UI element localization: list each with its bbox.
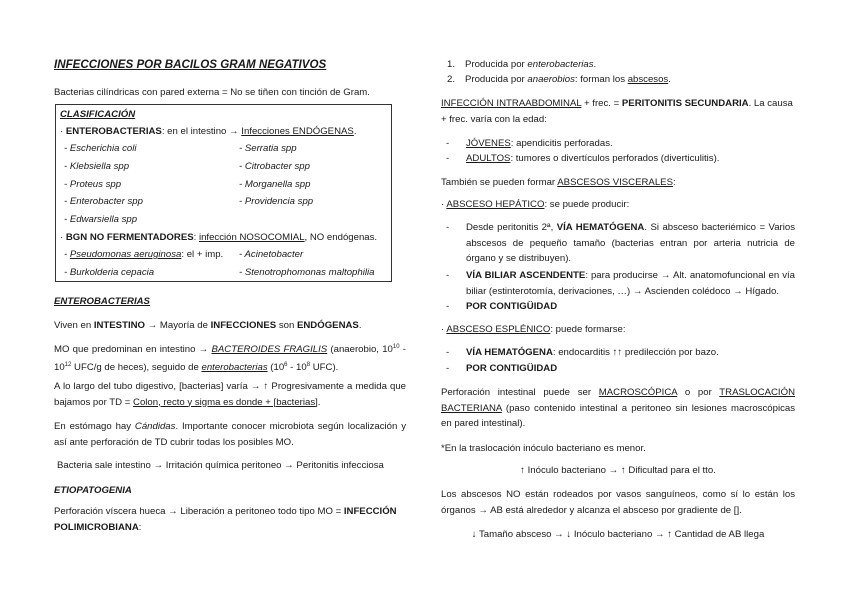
esp-item-hematogena	[446, 347, 719, 359]
paragraph-bacteria-sale: Bacteria sale intestino → Irritación química peritoneo → Peritonitis infecciosa	[57, 460, 384, 471]
candidas: Cándidas	[134, 421, 176, 432]
paragraph-perforacion-intestinal	[441, 385, 795, 432]
sup: 8	[306, 361, 311, 368]
inoculo-dificultad: ↑ Inóculo bacteriano → ↑ Dificultad para el tto.	[520, 465, 716, 476]
bgn-suffix: , NO endógenas.	[304, 232, 378, 243]
enterobacterias-label: ENTEROBACTERIAS	[65, 126, 162, 137]
bullet: ·	[60, 232, 66, 243]
text: . La causa + frec. varía con la edad:	[441, 98, 793, 125]
dash: -	[446, 301, 450, 312]
text: UFC).	[310, 361, 339, 373]
text: Producida por	[465, 59, 528, 70]
absceso-esplenico-line	[441, 324, 626, 336]
text: UFC/g de heces), seguido de	[71, 361, 202, 373]
species-citrobacter: - Citrobacter spp	[239, 161, 310, 172]
via-hematogena: VÍA HEMATÓGENA	[556, 222, 645, 233]
text: Producida por	[465, 74, 528, 85]
sup: 12	[64, 361, 72, 368]
dash: -	[64, 249, 70, 260]
text: . Importante conocer microbiota según localización y así ante perforación de TD cubrir todas los posibles MO.	[54, 421, 406, 448]
text: MO que predominan en intestino →	[54, 344, 212, 356]
absceso-hepatico-line	[441, 199, 629, 211]
species-serratia: - Serratia spp	[239, 143, 297, 154]
dash: -	[446, 153, 450, 164]
text: : apendicitis perforadas.	[510, 138, 613, 149]
text: : se puede producir:	[544, 199, 630, 210]
classification-heading: CLASIFICACIÓN	[60, 109, 136, 120]
bacteroides-fragilis: BACTEROIDES FRAGILIS	[211, 344, 328, 356]
paragraph-perforacion-viscera	[54, 504, 406, 535]
list-number: 1.	[447, 59, 456, 70]
text: son	[276, 320, 297, 331]
etiopatogenia-title: ETIOPATOGENIA	[54, 485, 132, 496]
jovenes: JÓVENES	[466, 138, 511, 149]
page-title: INFECCIONES POR BACILOS GRAM NEGATIVOS	[54, 58, 327, 71]
sup: 10	[392, 344, 400, 350]
hep-item-biliar	[466, 268, 795, 299]
text: También se pueden formar	[441, 177, 558, 188]
text: : tumores o divertículos perforados (diverticulitis).	[510, 153, 720, 164]
peritonitis-secundaria: PERITONITIS SECUNDARIA	[621, 98, 749, 109]
dash: -	[446, 222, 450, 233]
text: + frec. =	[581, 98, 622, 109]
list-item-1	[447, 59, 596, 71]
abscesos-viscerales-line	[441, 177, 676, 189]
text: → Mayoría de	[145, 320, 211, 331]
colon: :	[193, 232, 199, 243]
species-acinetobacter: - Acinetobacter	[239, 249, 304, 260]
species-klebsiella: - Klebsiella spp	[64, 161, 130, 172]
text: : puede formarse:	[550, 324, 626, 335]
list-number: 2.	[447, 74, 456, 85]
intestino: INTESTINO	[93, 320, 145, 331]
bullet: ·	[441, 324, 447, 335]
enterobacterias-link: enterobacterias	[201, 361, 268, 373]
paragraph-tubo-digestivo	[54, 379, 406, 410]
absceso-hepatico: ABSCESO HEPÁTICO	[446, 199, 545, 210]
text: (10	[267, 361, 285, 373]
infeccion-nosocomial: infección NOSOCOMIAL	[198, 232, 305, 243]
text: - 10	[287, 361, 307, 373]
text: o por	[677, 387, 720, 398]
paragraph-estomago	[54, 419, 406, 450]
age-adultos	[446, 153, 719, 165]
abscesos-viscerales: ABSCESOS VISCERALES	[557, 177, 673, 188]
text: .	[317, 396, 321, 408]
species-pseudomonas	[64, 249, 223, 261]
species-providencia: - Providencia spp	[239, 196, 314, 207]
bullet: ·	[441, 199, 447, 210]
text: :	[138, 521, 142, 533]
infeccion-intraabdominal: INFECCIÓN INTRAABDOMINAL	[441, 98, 582, 109]
text: Perforación víscera hueca → Liberación a peritoneo todo tipo MO =	[54, 506, 344, 517]
dash: -	[446, 347, 450, 358]
via-biliar-ascendente: VÍA BILIAR ASCENDENTE	[466, 270, 586, 281]
paragraph-intraabdominal	[441, 96, 795, 127]
text: :	[672, 177, 676, 188]
note-traslocacion: *En la traslocación inóculo bacteriano es menor.	[441, 443, 646, 454]
species-proteus: - Proteus spp	[64, 179, 122, 190]
hep-item-contiguidad: POR CONTIGÜIDAD	[466, 301, 558, 312]
species-edwarsiella: - Edwarsiella spp	[64, 214, 138, 225]
infeccion-polimicrobiana: INFECCIÓN POLIMICROBIANA	[54, 506, 397, 533]
period: .	[353, 126, 357, 137]
text: A lo largo del tubo digestivo, [bacterias] varía → ↑ Progresivamente a medida que bajamos por TD =	[54, 381, 406, 408]
age-jovenes	[446, 138, 613, 150]
paragraph-intestino	[54, 320, 362, 332]
species-enterobacter: - Enterobacter spp	[64, 196, 143, 207]
enterobacterias-section-title: ENTEROBACTERIAS	[54, 296, 150, 307]
macroscopica: MACROSCÓPICA	[598, 387, 678, 398]
bullet: ·	[60, 126, 66, 137]
text: : para producirse → Alt. anatomofuncional en vía biliar (estinterotomía, derivaciones, …) → Ascienden colédoco → Hígado.	[466, 270, 796, 297]
pseudomonas-name: Pseudomonas aeruginosa	[69, 249, 182, 260]
species-burkolderia: - Burkolderia cepacia	[64, 267, 155, 278]
paragraph-predominan	[54, 340, 406, 375]
text: Viven en	[54, 320, 94, 331]
text: Perforación intestinal puede ser	[441, 387, 599, 398]
text: .	[358, 320, 362, 331]
text: (paso contenido intestinal a peritoneo sin lesiones macroscópicas en pared intestinal).	[441, 402, 795, 429]
dash: -	[446, 138, 450, 149]
text: Desde peritonitis 2ª,	[466, 222, 557, 233]
hep-item-hematogena	[466, 220, 795, 267]
text: (anaerobio, 10	[327, 344, 393, 356]
via-hematogena: VÍA HEMATÓGENA	[466, 347, 553, 358]
enterobacterias-mid: : en el intestino →	[161, 126, 242, 137]
pseudomonas-rest: : el + imp.	[181, 249, 224, 260]
adultos: ADULTOS	[466, 153, 511, 164]
text: En estómago hay	[54, 421, 135, 432]
text: .	[668, 74, 671, 85]
species-stenotrophomonas: - Stenotrophomonas maltophilia	[239, 267, 375, 278]
paragraph-abscesos-vasos: Los abscesos NO están rodeados por vasos sanguíneos, como sí lo están los órganos → AB está alrededor y alcanza el absceso por gradiente de [].	[441, 489, 795, 516]
colon-recto-sigma: Colon, recto y sigma es donde + [bacterias]	[133, 396, 318, 408]
intro-text: Bacterias cilíndricas con pared externa = No se tiñen con tinción de Gram.	[54, 87, 370, 98]
infecciones: INFECCIONES	[210, 320, 277, 331]
tamano-absceso: ↓ Tamaño absceso → ↓ Inóculo bacteriano → ↑ Cantidad de AB llega	[471, 529, 765, 540]
absceso-esplenico: ABSCESO ESPLÉNICO	[446, 324, 551, 335]
anaerobios: anaerobios	[527, 74, 575, 85]
abscesos: abscesos	[627, 74, 669, 85]
infecciones-endogenas: Infecciones ENDÓGENAS	[241, 126, 354, 137]
text: . Si absceso bacteriémico = Varios abscesos de pequeño tamaño (bacterias entran por arteria nutricia de órgano y se distribuyen).	[466, 222, 795, 264]
endogenas: ENDÓGENAS	[296, 320, 359, 331]
bgn-line	[60, 232, 377, 244]
dash: -	[446, 363, 450, 374]
enterobacterias-class-line	[60, 126, 356, 138]
esp-item-contiguidad	[446, 363, 557, 375]
bgn-label: BGN NO FERMENTADORES	[65, 232, 194, 243]
list-item-2	[447, 74, 671, 86]
text: - 10	[54, 344, 406, 373]
por-contiguidad: POR CONTIGÜIDAD	[466, 363, 558, 374]
text: : forman los	[574, 74, 628, 85]
text: .	[593, 59, 597, 70]
species-morganella: - Morganella spp	[239, 179, 311, 190]
species-escherichia: - Escherichia coli	[64, 143, 137, 154]
enterobacterias: enterobacterias	[527, 59, 594, 70]
traslocacion-bacteriana: TRASLOCACIÓN BACTERIANA	[441, 387, 795, 414]
dash: -	[446, 270, 450, 281]
text: : endocarditis ↑↑ predilección por bazo.	[552, 347, 719, 358]
sup: 6	[284, 361, 288, 368]
